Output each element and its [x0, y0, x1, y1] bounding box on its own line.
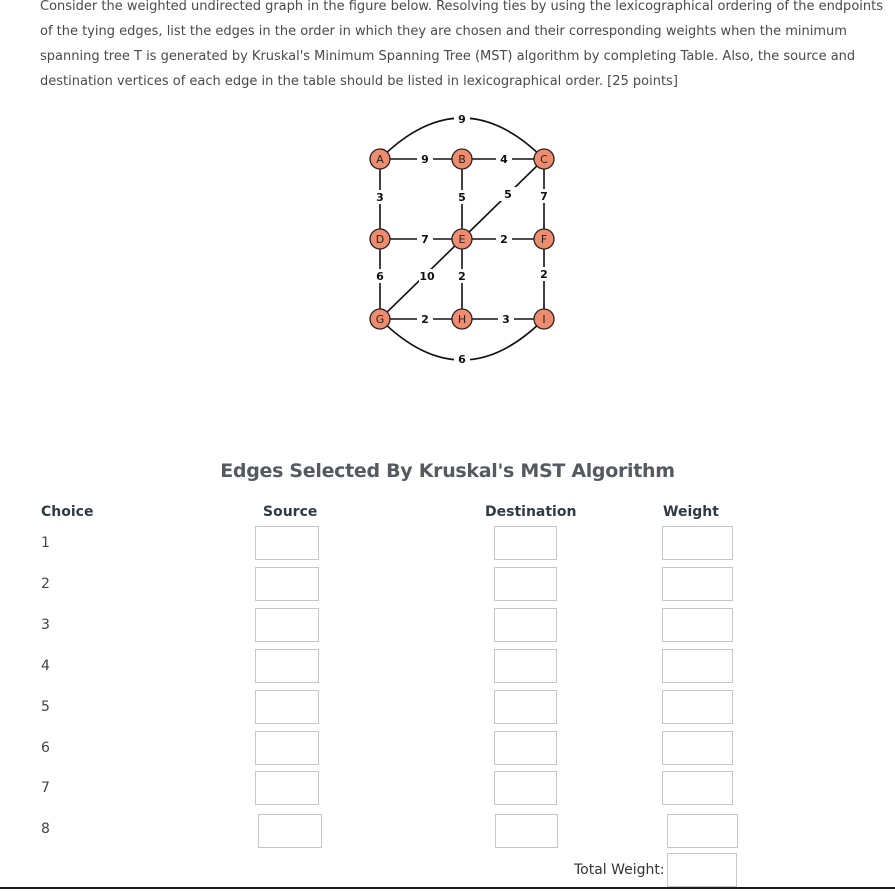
- total-weight-input[interactable]: [667, 853, 737, 887]
- source-input[interactable]: [255, 526, 319, 560]
- source-input[interactable]: [255, 731, 319, 765]
- choice-number: 1: [41, 535, 50, 551]
- weighted-graph-figure: [340, 105, 570, 375]
- weight-input[interactable]: [662, 526, 733, 560]
- total-weight-label: Total Weight:: [574, 862, 665, 878]
- weight-input[interactable]: [662, 771, 733, 805]
- choice-number: 6: [41, 740, 50, 756]
- destination-column-header: Destination: [485, 504, 577, 520]
- table-heading: Edges Selected By Kruskal's MST Algorithm: [220, 460, 675, 482]
- node-label-c: C: [540, 153, 548, 166]
- node-label-f: F: [540, 233, 548, 246]
- destination-input[interactable]: [494, 771, 557, 805]
- edge-weight-h-i: 3: [502, 313, 510, 326]
- node-label-i: I: [542, 313, 546, 326]
- source-input[interactable]: [258, 814, 322, 848]
- choice-number: 7: [41, 780, 50, 796]
- choice-number: 2: [41, 576, 50, 592]
- edge-weight-b-e: 5: [458, 191, 466, 204]
- edge-weight-a-b: 9: [421, 153, 429, 166]
- source-input[interactable]: [255, 771, 319, 805]
- source-input[interactable]: [255, 567, 319, 601]
- destination-input[interactable]: [494, 526, 557, 560]
- choice-column-header: Choice: [41, 504, 94, 520]
- weight-input[interactable]: [662, 690, 733, 724]
- edge-weight-f-i: 2: [540, 268, 548, 281]
- choice-number: 8: [41, 821, 50, 837]
- weight-input[interactable]: [662, 567, 733, 601]
- choice-number: 4: [41, 658, 50, 674]
- choice-number: 5: [41, 699, 50, 715]
- source-input[interactable]: [255, 649, 319, 683]
- destination-input[interactable]: [495, 814, 558, 848]
- edge-weight-e-f: 2: [500, 233, 508, 246]
- weight-input[interactable]: [662, 731, 733, 765]
- edge-weight-b-c: 4: [500, 153, 508, 166]
- edge-weight-e-h: 2: [458, 270, 466, 283]
- edge-weight-d-g: 6: [376, 270, 384, 283]
- source-input[interactable]: [255, 608, 319, 642]
- bottom-divider: [0, 887, 895, 889]
- destination-input[interactable]: [494, 690, 557, 724]
- question-text: Consider the weighted undirected graph in the figure below. Resolving ties by using the lexicographical ordering of the endpoints of the tying edges, list the edges in the order in which they are chosen and their corresponding weights when the minimum spanning tree T is generated by Kruskal's Minimum Spanning Tree (MST) algorithm by completing Table. Also, the source and destination vertices of each edge in the table should be listed in lexicographical order. [25 points]: [40, 0, 883, 89]
- node-label-d: D: [375, 233, 385, 246]
- edge-weight-g-h: 2: [421, 313, 429, 326]
- node-label-b: B: [458, 153, 466, 166]
- destination-input[interactable]: [494, 731, 557, 765]
- edge-weight-g-i: 6: [458, 353, 466, 366]
- weight-input[interactable]: [662, 649, 733, 683]
- edge-weight-a-d: 3: [376, 191, 384, 204]
- edge-weight-c-f: 7: [540, 190, 548, 203]
- node-label-e: E: [458, 233, 466, 246]
- edge-weight-c-e: 5: [504, 188, 512, 201]
- weight-input[interactable]: [667, 814, 738, 848]
- weight-input[interactable]: [662, 608, 733, 642]
- source-column-header: Source: [263, 504, 318, 520]
- destination-input[interactable]: [494, 649, 557, 683]
- destination-input[interactable]: [494, 608, 557, 642]
- node-label-h: H: [457, 313, 467, 326]
- node-label-a: A: [376, 153, 384, 166]
- destination-input[interactable]: [494, 567, 557, 601]
- node-label-g: G: [375, 313, 385, 326]
- edge-weight-a-c: 9: [458, 113, 466, 126]
- choice-number: 3: [41, 617, 50, 633]
- weight-column-header: Weight: [663, 504, 719, 520]
- source-input[interactable]: [255, 690, 319, 724]
- edge-weight-e-g: 10: [419, 270, 435, 283]
- edge-weight-d-e: 7: [421, 233, 429, 246]
